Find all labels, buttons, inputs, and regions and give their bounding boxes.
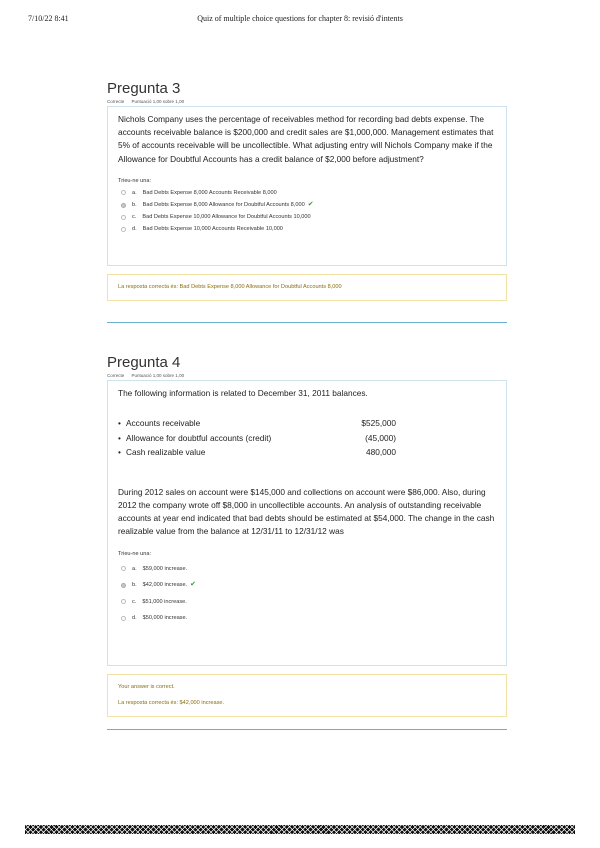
correct-answer-text: La resposta correcta és: $42,000 increase. (118, 700, 225, 706)
radio-icon[interactable] (121, 190, 126, 195)
footer-pattern-band (25, 825, 575, 834)
radio-icon[interactable] (121, 566, 126, 571)
option-letter: b. (132, 582, 137, 589)
question-box (107, 380, 507, 666)
option-b[interactable] (118, 577, 496, 594)
option-letter: a. (132, 565, 137, 572)
option-letter: d. (132, 226, 137, 233)
answer-prompt: Trieu-ne una: (118, 550, 152, 557)
question-status: Correcte (107, 99, 125, 104)
check-icon: ✔ (190, 581, 197, 589)
feedback-box (107, 674, 507, 717)
question-status: Correcte (107, 373, 125, 378)
option-c[interactable] (118, 211, 496, 223)
question-text: During 2012 sales on account were $145,000 and collections on account were $86,000. Also, during 2012 the company wrote off $8,000 in uncollectible accounts. An analysis of outstanding receivable accounts at year end indicated that bad debts should be estimated at $54,000. The change in the cash realizable value from the balance at 12/31/11 to 12/31/12 was (118, 486, 495, 537)
option-text: Bad Debts Expense 10,000 Allowance for Doubtful Accounts 10,000 (142, 214, 311, 221)
question-title: Pregunta 3 (107, 80, 181, 97)
answer-options (118, 561, 496, 627)
question-intro: The following information is related to December 31, 2011 balances. (118, 388, 368, 398)
option-d[interactable] (118, 610, 496, 627)
radio-icon[interactable] (121, 227, 126, 232)
item-value: 480,000 (366, 447, 396, 458)
question-text: Nichols Company uses the percentage of receivables method for recording bad debts expense. The accounts receivable balance is $200,000 and credit sales are $1,000,000. Management estimates that 5% of accounts receivable will be uncollectible. What adjusting entry will Nichols Company make if the Allowance for Doubtful Accounts has a credit balance of $2,000 before adjustment? (118, 114, 494, 164)
question-score: Puntuació 1,00 sobre 1,00 (131, 373, 185, 378)
option-letter: c. (132, 598, 137, 605)
general-feedback-text: Your answer is correct. (118, 684, 175, 690)
answer-options (118, 187, 496, 236)
feedback-box (107, 274, 507, 301)
list-item (118, 416, 496, 431)
question-score: Puntuació 1,00 sobre 1,00 (131, 99, 185, 104)
question-title: Pregunta 4 (107, 354, 181, 371)
option-a[interactable] (118, 187, 496, 199)
radio-icon[interactable] (121, 203, 126, 208)
radio-icon[interactable] (121, 215, 126, 220)
correct-answer-text: La resposta correcta és: Bad Debts Expense 8,000 Allowance for Doubtful Accounts 8,000 (118, 284, 342, 290)
answer-prompt: Trieu-ne una: (118, 177, 152, 184)
option-letter: d. (132, 615, 137, 622)
question-separator (107, 729, 507, 730)
option-text: Bad Debts Expense 8,000 Allowance for Doubtful Accounts 8,000 (142, 202, 305, 209)
radio-icon[interactable] (121, 583, 126, 588)
item-label: • Cash realizable value (126, 447, 206, 458)
balance-list (118, 416, 496, 460)
option-text: $50,000 increase. (142, 615, 188, 622)
item-value: (45,000) (365, 432, 396, 443)
question-meta (107, 98, 507, 106)
option-text: Bad Debts Expense 8,000 Accounts Receivable 8,000 (142, 189, 277, 196)
option-a[interactable] (118, 561, 496, 578)
question-3 (107, 80, 507, 301)
option-letter: b. (132, 202, 137, 209)
option-b[interactable] (118, 199, 496, 211)
print-date: 7/10/22 8:41 (28, 14, 69, 23)
list-item (118, 431, 496, 446)
radio-icon[interactable] (121, 616, 126, 621)
option-text: $59,000 increase. (142, 565, 188, 572)
option-letter: a. (132, 189, 137, 196)
question-4 (107, 354, 507, 717)
option-text: Bad Debts Expense 10,000 Accounts Receivable 10,000 (142, 226, 283, 233)
item-value: $525,000 (361, 418, 396, 429)
print-header (0, 14, 600, 26)
radio-icon[interactable] (121, 599, 126, 604)
option-d[interactable] (118, 223, 496, 235)
item-label: • Allowance for doubtful accounts (credit) (126, 432, 272, 443)
option-text: $51,000 increase. (142, 598, 187, 605)
check-icon: ✔ (307, 201, 314, 209)
item-label: • Accounts receivable (126, 418, 201, 429)
question-meta (107, 372, 507, 380)
option-letter: c. (132, 214, 137, 221)
option-text: $42,000 increase. (142, 582, 188, 589)
option-c[interactable] (118, 594, 496, 611)
question-box (107, 106, 507, 266)
question-separator (107, 322, 507, 323)
print-title: Quiz of multiple choice questions for chapter 8: revisió d'intents (197, 14, 403, 23)
list-item (118, 445, 496, 460)
